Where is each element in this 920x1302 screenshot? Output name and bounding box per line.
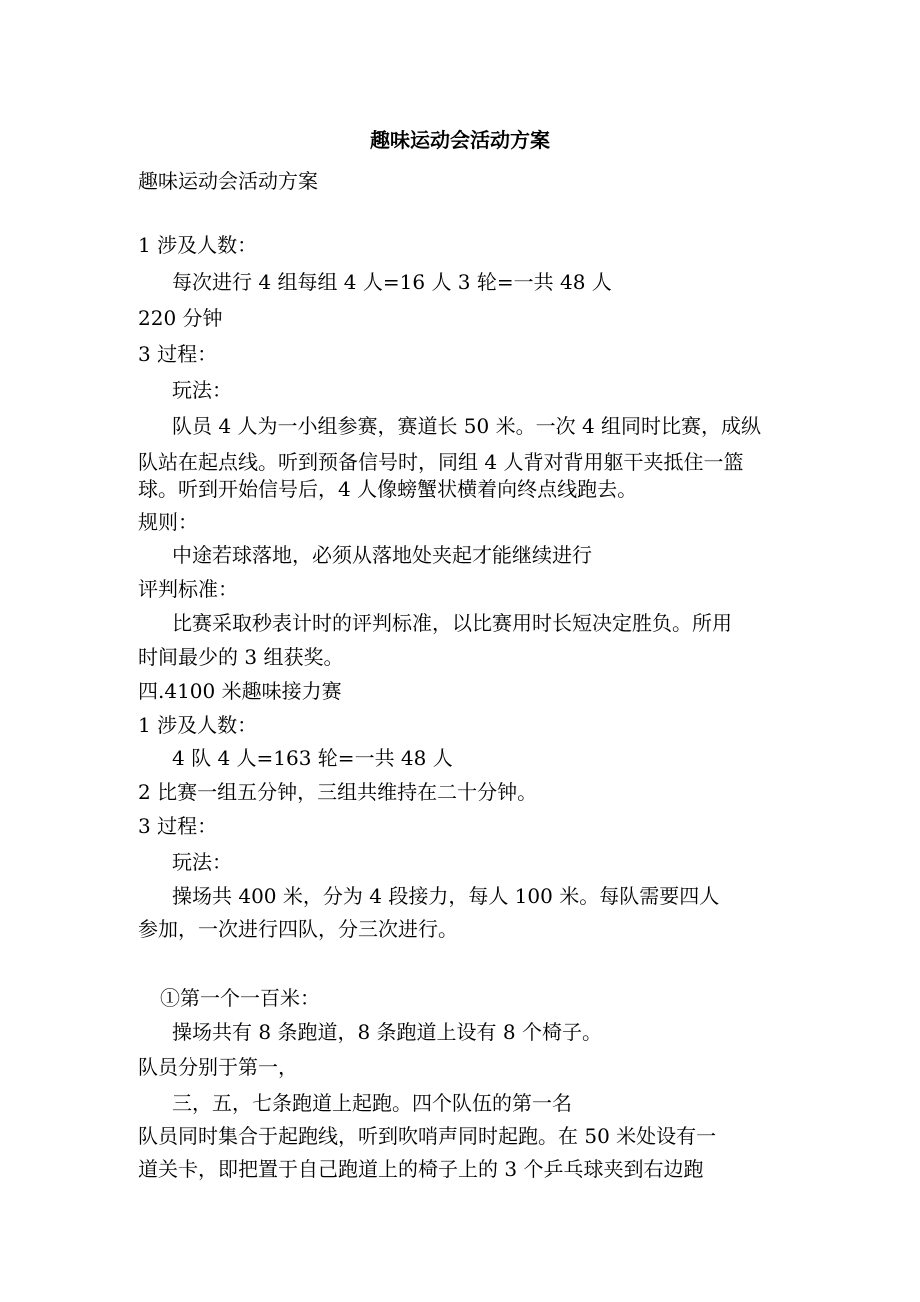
paragraph-line: 操场共 400 米，分为 4 段接力，每人 100 米。每队需要四人 [172, 884, 720, 908]
paragraph-line: 时间最少的 3 组获奖。 [138, 645, 344, 669]
paragraph-line: 队员 4 人为一小组参赛，赛道长 50 米。一次 4 组同时比赛，成纵 [172, 414, 762, 438]
paragraph-line: 2 比赛一组五分钟，三组共维持在二十分钟。 [138, 780, 538, 804]
paragraph-line: 球。听到开始信号后，4 人像螃蟹状横着向终点线跑去。 [138, 477, 638, 501]
paragraph-line: ①第一个一百米： [160, 986, 320, 1010]
paragraph-line: 队站在起点线。听到预备信号时，同组 4 人背对背用躯干夹抵住一篮 [138, 450, 744, 474]
paragraph-line: 规则： [138, 510, 198, 534]
paragraph-line: 参加，一次进行四队，分三次进行。 [138, 917, 458, 941]
paragraph-line: 1 涉及人数： [138, 233, 258, 257]
paragraph-line: 1 涉及人数： [138, 713, 258, 737]
document-title: 趣味运动会活动方案 [370, 128, 550, 152]
paragraph-line: 4 队 4 人=163 轮=一共 48 人 [172, 746, 453, 770]
paragraph-line: 每次进行 4 组每组 4 人=16 人 3 轮=一共 48 人 [172, 270, 612, 294]
paragraph-line: 比赛采取秒表计时的评判标准，以比赛用时长短决定胜负。所用 [172, 611, 732, 635]
paragraph-line: 操场共有 8 条跑道，8 条跑道上设有 8 个椅子。 [172, 1020, 602, 1044]
paragraph-line: 玩法： [172, 850, 232, 874]
paragraph-line: 玩法： [172, 378, 232, 402]
paragraph-line: 评判标准： [138, 577, 238, 601]
paragraph-line: 3 过程： [138, 814, 218, 838]
paragraph-line: 3 过程： [138, 342, 218, 366]
paragraph-line: 队员分别于第一， [138, 1055, 298, 1079]
paragraph-line: 趣味运动会活动方案 [138, 169, 318, 193]
paragraph-line: 四.4100 米趣味接力赛 [138, 679, 342, 703]
paragraph-line: 三，五，七条跑道上起跑。四个队伍的第一名 [172, 1091, 572, 1115]
paragraph-line: 中途若球落地，必须从落地处夹起才能继续进行 [172, 543, 592, 567]
paragraph-line: 队员同时集合于起跑线，听到吹哨声同时起跑。在 50 米处设有一 [138, 1124, 717, 1148]
paragraph-line: 道关卡，即把置于自己跑道上的椅子上的 3 个乒乓球夹到右边跑 [138, 1157, 704, 1181]
paragraph-line: 220 分钟 [138, 306, 223, 330]
